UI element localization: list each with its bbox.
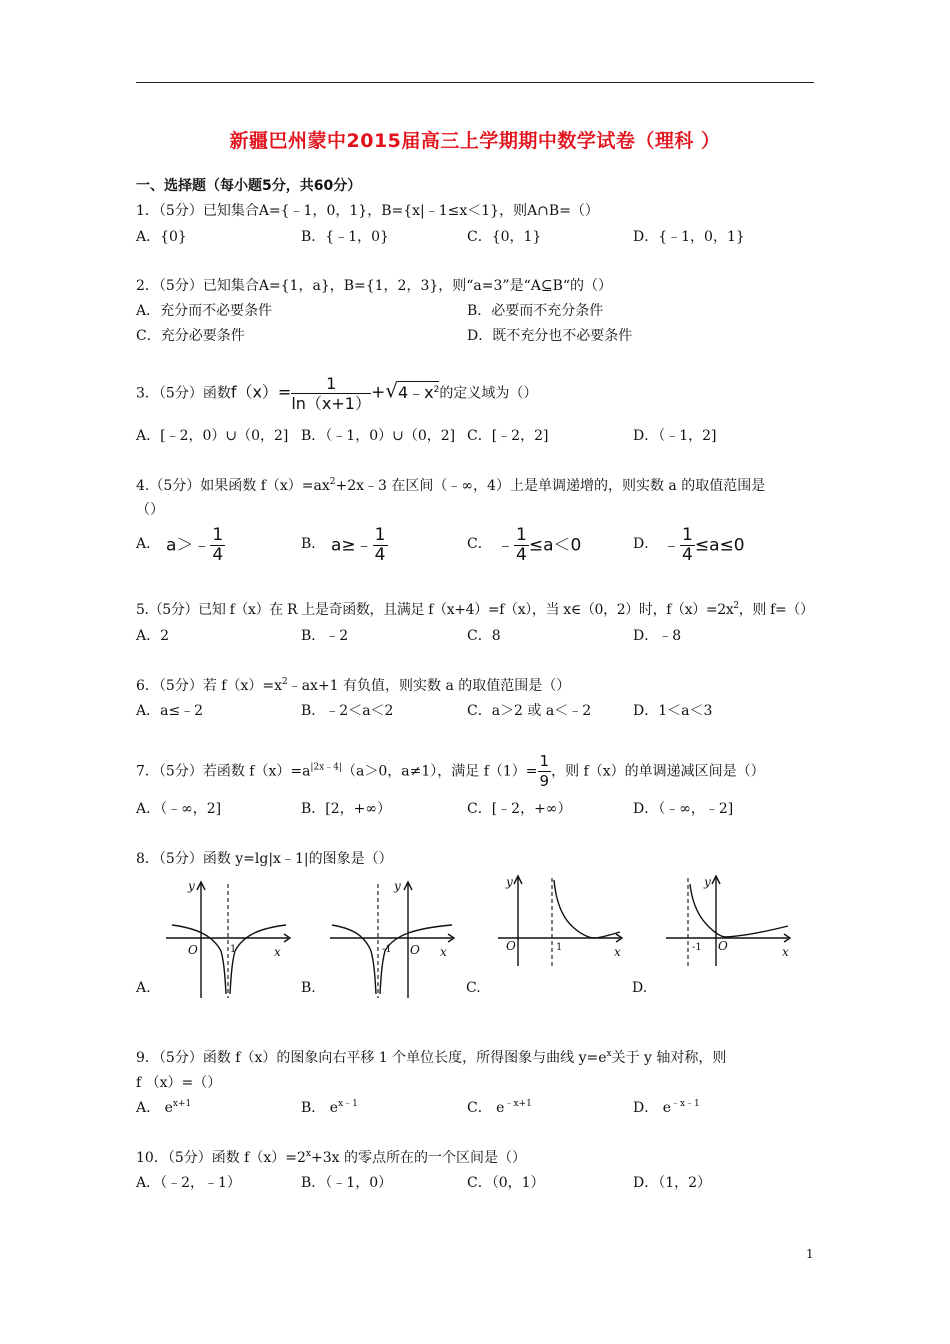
curve-left [332,925,376,994]
option-a: A．a≤﹣2 [136,703,204,719]
graph-b [328,876,458,1001]
option-d: D．既不充分也不必要条件 [467,328,633,344]
option-b: B． $e^{x﹣1}$ [301,1099,358,1116]
option-b-math: a≥﹣ $\frac{1}{4}$ [331,525,386,565]
x-label: x [274,945,281,959]
option-d: D．{﹣1，0，1} [633,229,745,245]
option-b: B．必要而不充分条件 [467,303,604,319]
option-c: C．[﹣2，+∞） [467,801,572,817]
x-label: x [782,945,789,959]
question-10-stem: 10．（5分）函数 $f(x)=2^x+3x$ 的零点所在的一个区间是（） [136,1149,526,1166]
option-d-math: ﹣ $\frac{1}{4}$ ≤a≤0 [663,525,745,565]
question-8-stem: 8．（5分）函数 y=lg|x﹣1|的图象是（） [136,851,393,867]
option-c: C． ﹣ $\frac{1}{4}$ ≤a＜0 [467,525,582,565]
origin-label: O [718,939,728,953]
fraction: $\frac{1}{4}$ [374,525,386,565]
option-a: A．{0} [136,229,187,245]
page-title: 新疆巴州蒙中2015届高三上学期期中数学试卷（理科 ） [229,130,721,152]
question-9-stem-line2: f （x）=（） [136,1075,222,1091]
fraction: $\frac{1}{4}$ [516,525,527,565]
option-a: A．2 [136,628,170,644]
option-c: C． $e^{﹣x+1}$ [467,1099,532,1116]
option-a: A．充分而不必要条件 [136,303,273,319]
curve [690,884,788,937]
origin-label: O [506,939,516,953]
option-a: A．（﹣2，﹣1） [136,1175,241,1191]
curve-right [380,925,452,994]
option-d: D．（1，2） [633,1175,712,1191]
graph-c [496,870,626,970]
section-heading: 一、选择题（每小题5分，共60分） [136,178,362,194]
option-a: A． a＞﹣ $\frac{1}{4}$ [136,525,224,565]
tick-label: 1 [556,942,563,953]
option-a-math: a＞﹣ $\frac{1}{4}$ [166,525,224,565]
graph-a [164,876,294,1001]
graph-d [664,870,794,970]
sqrt-body: $4﹣x^2$ [398,382,440,402]
fraction: $\frac{1}{4}$ [212,525,224,565]
graph-d-label: D. [632,980,648,996]
y-label: y [704,875,711,889]
question-3-stem: 3．（5分）函数f（x）= $\frac{1}{\ln(x+1)}$ $+√4﹣x^2$的定义域为（） [136,374,538,413]
option-c: C．8 [467,628,501,644]
option-d: D． ﹣ $\frac{1}{4}$ ≤a≤0 [633,525,745,565]
option-d: D．1＜a＜3 [633,703,713,719]
tick-label: -1 [382,944,392,955]
graph-b-label: B. [301,980,316,996]
sqrt-sign-icon: √ [385,378,398,403]
origin-label: O [188,943,198,957]
option-b: B．﹣2 [301,628,349,644]
option-c: C．（0，1） [467,1175,545,1191]
question-4-stem-line2: （） [136,502,164,518]
option-b: B．{﹣1，0} [301,229,389,245]
tick-label: 1 [230,944,237,955]
graph-c-label: C. [466,980,481,996]
origin-label: O [410,943,420,957]
x-label: x [614,945,621,959]
option-a: A．[﹣2，0）∪（0，2] [136,428,289,444]
option-a: A． $e^{x+1}$ [136,1099,192,1116]
option-d: D． $e^{﹣x﹣1}$ [633,1099,700,1116]
question-7-options [136,799,816,821]
question-9-options [136,1098,816,1120]
question-10-options [136,1173,816,1195]
question-4-stem-line1: 4.（5分）如果函数 $f(x)=ax^2+2x﹣3$ 在区间（﹣∞，4）上是单调递增的，则实数 a 的取值范围是 [136,477,766,494]
question-7-stem: 7．（5分）若函数 $f(x)=a^{|2x﹣4|}(a>0$，a≠1），满足 f（1）= $\frac{1}{9}$ ，则 f（x）的单调递减区间是（） [136,752,765,790]
option-d: D．﹣8 [633,628,682,644]
question-1-options [136,227,816,249]
curve-left [172,925,226,994]
option-b: B． a≥﹣ $\frac{1}{4}$ [301,525,386,565]
option-c: C．[﹣2，2] [467,428,549,444]
question-2-options-row1 [136,301,816,323]
question-9-stem-line1: 9．（5分）函数 f（x）的图象向右平移 1 个单位长度，所得图象与曲线 $y=e^x$关于 y 轴对称，则 [136,1049,727,1066]
question-6-stem: 6．（5分）若 $f(x)=x^2﹣ax+1$ 有负值，则实数 a 的取值范围是（） [136,677,571,694]
fraction: $\frac{1}{\ln(x+1)}$ [291,374,371,413]
question-3-options [136,426,816,448]
option-a: A．（﹣∞，2] [136,801,222,817]
page-number: 1 [806,1247,814,1261]
option-b: B．﹣2＜a＜2 [301,703,394,719]
question-5-options [136,626,816,648]
option-b: B．[2，+∞） [301,801,392,817]
curve [554,880,620,938]
fraction: $\frac{1}{9}$ [539,752,550,790]
y-label: y [506,875,513,889]
option-d: D．（﹣∞，﹣2] [633,801,734,817]
x-label: x [440,945,447,959]
question-5-stem: 5.（5分）已知 f（x）在 R 上是奇函数，且满足 f（x+4）=f（x），当 x∈（0，2）时，$f(x)=2x^2$，则 f=（） [136,601,814,618]
question-2-options-row2 [136,326,816,348]
option-c: C．a＞2 或 a＜﹣2 [467,703,592,719]
question-1-stem: 1．（5分）已知集合A={﹣1，0，1}，B={x|﹣1≤x＜1}，则A∩B=（） [136,203,599,219]
option-c: C．{0，1} [467,229,542,245]
option-b: B．（﹣1，0）∪（0，2] [301,428,456,444]
top-rule [136,82,814,83]
option-c: C．充分必要条件 [136,328,245,344]
curve-right [230,925,286,994]
option-b: B．（﹣1，0） [301,1175,393,1191]
question-4-options [136,525,816,574]
y-label: y [394,879,401,893]
question-6-options [136,701,816,723]
option-d: D．（﹣1，2] [633,428,717,444]
option-c-math: ﹣ $\frac{1}{4}$ ≤a＜0 [497,525,582,565]
graph-a-label: A. [136,980,151,996]
tick-label: -1 [692,942,702,953]
y-label: y [188,879,195,893]
question-2-stem: 2．（5分）已知集合A={1，a}，B={1，2，3}，则“a=3”是“A⊆B“的（） [136,278,613,294]
fraction: $\frac{1}{4}$ [682,525,693,565]
